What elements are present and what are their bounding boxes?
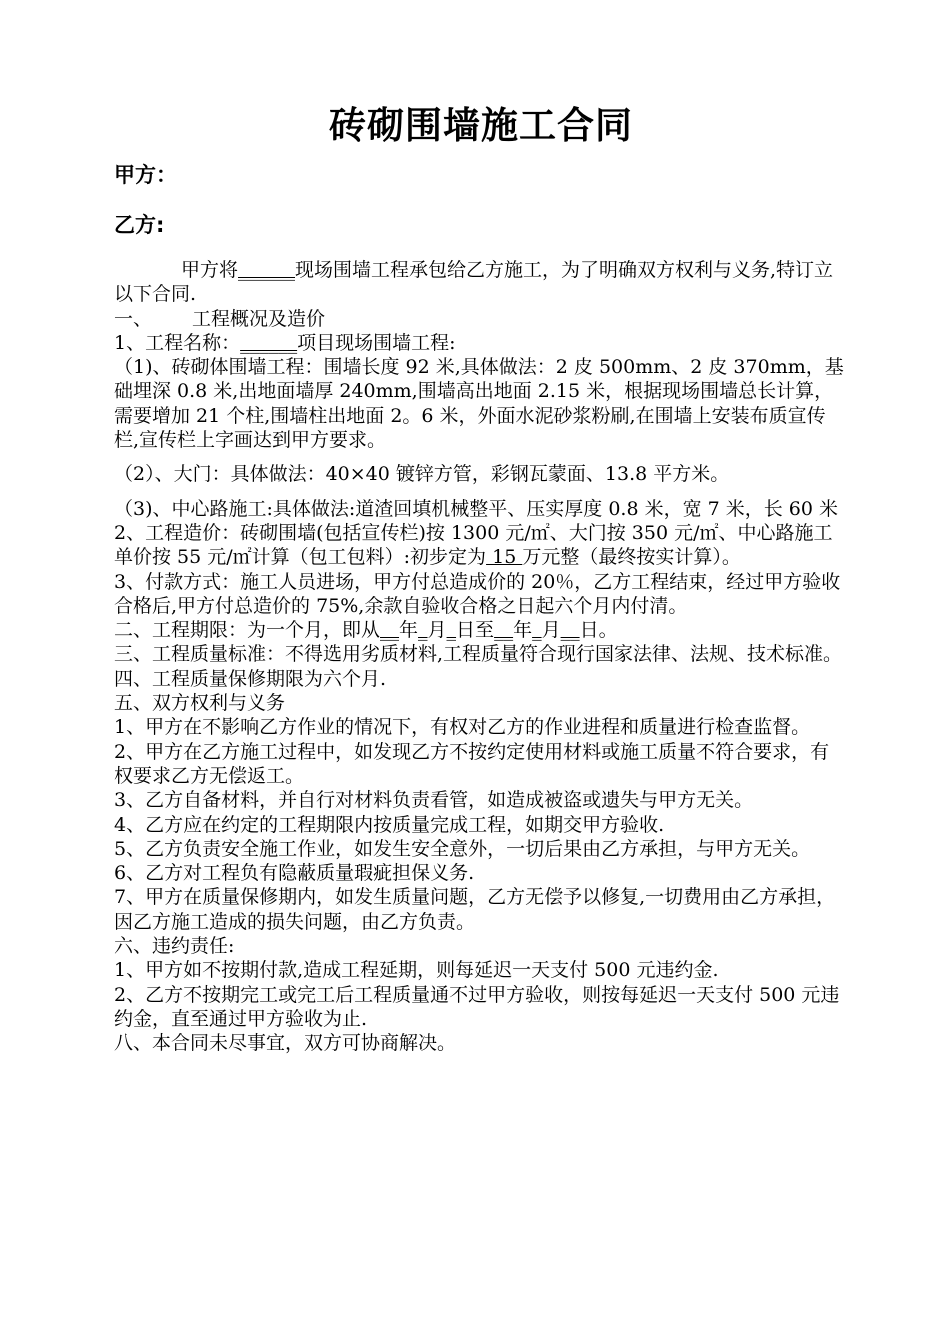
item-1-before: 1、工程名称： xyxy=(114,331,241,354)
end-year-blank: __ xyxy=(494,619,514,642)
section-1-number: 一、 xyxy=(114,307,153,330)
intro-paragraph xyxy=(114,258,848,307)
item-2-before: 2、工程造价：砖砌围墙(包括宣传栏)按 1300 元/㎡、大门按 350 元/㎡、中心路施工单价按 55 元/㎡计算（包工包料）:初步定为 xyxy=(114,521,833,569)
end-day-blank: __ xyxy=(560,619,580,642)
party-b-label: 乙方: xyxy=(114,213,165,237)
section-5-item: 1、甲方在不影响乙方作业的情况下，有权对乙方的作业进程和质量进行检查监督。 xyxy=(114,716,811,739)
section-2-period xyxy=(114,618,848,642)
start-day-blank: _ xyxy=(446,619,457,642)
section-5-item: 2、甲方在乙方施工过程中，如发现乙方不按约定使用材料或施工质量不符合要求，有权要求乙方无偿返工。 xyxy=(114,740,830,787)
section-1-title: 工程概况及造价 xyxy=(192,307,326,330)
section-2-text-5: 年 xyxy=(513,619,533,642)
section-2-text-1: 二、工程期限：为一个月，即从 xyxy=(114,619,381,642)
section-2-text-2: 年 xyxy=(399,619,419,642)
section-2-text-3: 月 xyxy=(427,619,447,642)
start-year-blank: __ xyxy=(380,619,400,642)
party-a-label: 甲方： xyxy=(114,163,177,187)
section-2-text-7: 日。 xyxy=(579,619,618,642)
section-6-item: 2、乙方不按期完工或完工后工程质量通不过甲方验收，则按每延迟一天支付 500 元违约金，直至通过甲方验收为止. xyxy=(114,983,840,1030)
section-1-heading xyxy=(114,307,848,331)
section-6-item: 1、甲方如不按期付款,造成工程延期，则每延迟一天支付 500 元违约金. xyxy=(114,959,719,982)
section-3-quality: 三、工程质量标准：不得选用劣质材料,工程质量符合现行国家法律、法规、技术标准。 xyxy=(114,643,843,666)
intro-after: 现场围墙工程承包给乙方施工，为了明确双方权利与义务,特订立以下合同. xyxy=(114,259,834,306)
item-1-1-brick-wall: （1)、砖砌体围墙工程：围墙长度 92 米,具体做法：2 皮 500mm、2 皮 370mm，基础埋深 0.8 米,出地面墙厚 240mm,围墙高出地面 2.15 米，根据现场围墙总长计算，需要增加 21 个柱,围墙柱出地面 2。6 米，外面水泥砂浆粉刷,在围墙上安装布质宣传栏,宣传栏上字画达到甲方要求。 xyxy=(114,356,844,452)
section-5-item: 4、乙方应在约定的工程期限内按质量完成工程，如期交甲方验收. xyxy=(114,813,665,836)
item-1-after: 项目现场围墙工程: xyxy=(297,331,456,354)
section-6-heading: 六、违约责任: xyxy=(114,935,235,958)
section-8-misc: 八、本合同未尽事宜，双方可协商解决。 xyxy=(114,1032,457,1055)
intro-before: 甲方将 xyxy=(181,259,239,281)
section-5-item: 7、甲方在质量保修期内，如发生质量问题，乙方无偿予以修复,一切费用由乙方承担，因乙方施工造成的损失问题，由乙方负责。 xyxy=(114,886,836,933)
item-2-after: 万元整（最终按实计算）。 xyxy=(522,546,741,569)
end-month-blank: _ xyxy=(532,619,542,642)
section-5-item: 6、乙方对工程负有隐蔽质量瑕疵担保义务. xyxy=(114,862,475,885)
item-3-payment: 3、付款方式：施工人员进场，甲方付总造成价的 20％，乙方工程结束，经过甲方验收合格后,甲方付总造价的 75%,余款自验收合格之日起六个月内付清。 xyxy=(114,570,841,617)
section-5-heading: 五、双方权利与义务 xyxy=(114,692,286,715)
project-name-blank: ______ xyxy=(240,331,298,354)
section-5-item: 5、乙方负责安全施工作业，如发生安全意外，一切后果由乙方承担，与甲方无关。 xyxy=(114,837,811,860)
section-4-warranty: 四、工程质量保修期限为六个月. xyxy=(114,667,387,690)
document-title: 砖砌围墙施工合同 xyxy=(329,104,633,147)
total-amount: 15 xyxy=(486,546,523,569)
document-page xyxy=(114,0,848,1056)
section-2-text-6: 月 xyxy=(541,619,561,642)
contract-body xyxy=(114,258,848,1056)
section-2-text-4: 日至 xyxy=(456,619,495,642)
item-2-cost xyxy=(114,521,848,570)
project-blank: ______ xyxy=(238,259,296,281)
item-1-3-road: （3)、中心路施工:具体做法:道渣回填机械整平、压实厚度 0.8 米，宽 7 米，长 60 米 xyxy=(114,497,839,520)
section-5-item: 3、乙方自备材料，并自行对材料负责看管，如造成被盗或遗失与甲方无关。 xyxy=(114,789,754,812)
item-1-2-gate: （2）、大门：具体做法：40×40 镀锌方管，彩钢瓦蒙面、13.8 平方米。 xyxy=(114,463,730,486)
start-month-blank: _ xyxy=(418,619,428,642)
item-1-project-name xyxy=(114,331,848,355)
